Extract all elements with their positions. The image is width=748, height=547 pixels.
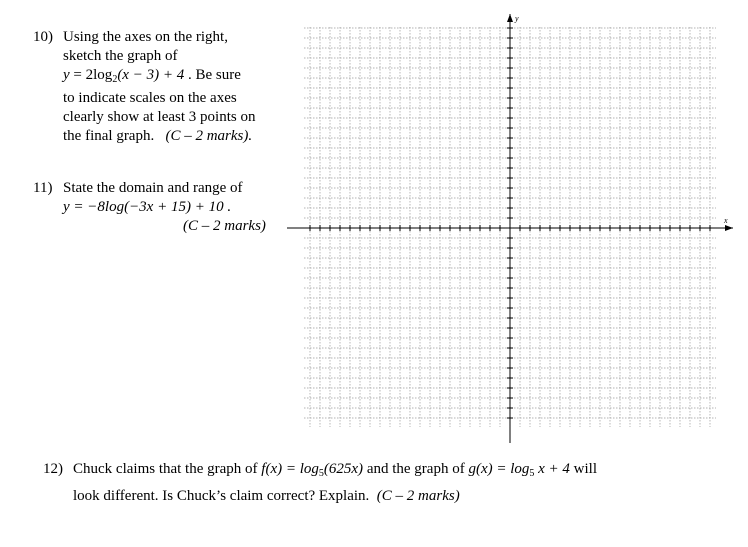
y-axis-arrowhead <box>507 14 513 22</box>
q12-g-arg: x + 4 <box>534 461 570 477</box>
q10-line-6-text: the final graph. <box>63 128 155 144</box>
q10-line-2: sketch the graph of <box>63 48 178 64</box>
x-axis-arrowhead <box>725 225 733 231</box>
q12-text-a: Chuck claims that the graph of <box>73 461 262 477</box>
q10-line-5: clearly show at least 3 points on <box>63 109 256 125</box>
q11-line-1: State the domain and range of <box>63 180 243 196</box>
q12-marks: (C – 2 marks) <box>376 488 460 504</box>
q12-f-arg: (625x) <box>323 461 364 477</box>
question-12-number: 12) <box>43 461 63 477</box>
q11-equation: y = −8log(−3x + 15) + 10 . <box>63 199 232 215</box>
q12-f-base: 5 <box>318 468 324 479</box>
q12-f-expr: f(x) = log <box>261 461 319 477</box>
q12-text-c: will <box>569 461 598 477</box>
q11-marks: (C – 2 marks) <box>183 218 266 234</box>
q10-eq-log: = 2log <box>69 67 113 83</box>
x-axis-label: x <box>724 216 728 225</box>
q10-line-1: Using the axes on the right, <box>63 29 228 45</box>
q10-eq-base: 2 <box>112 74 118 85</box>
q10-eq-y: y <box>63 67 70 83</box>
axes <box>287 14 733 443</box>
q10-eq-tail: . Be sure <box>184 67 241 83</box>
question-10-number: 10) <box>33 29 53 45</box>
q10-marks: (C – 2 marks). <box>165 128 253 144</box>
q12-text-b: and the graph of <box>363 461 469 477</box>
q12-g-expr: g(x) = log <box>468 461 530 477</box>
y-axis-label: y <box>515 14 519 23</box>
q10-line-4: to indicate scales on the axes <box>63 90 237 106</box>
q12-g-base: 5 <box>529 468 535 479</box>
question-11-number: 11) <box>33 180 53 196</box>
q12-line-2-text: look different. Is Chuck’s claim correct? Explain. <box>73 488 370 504</box>
q10-eq-arg: (x − 3) + 4 <box>117 67 185 83</box>
